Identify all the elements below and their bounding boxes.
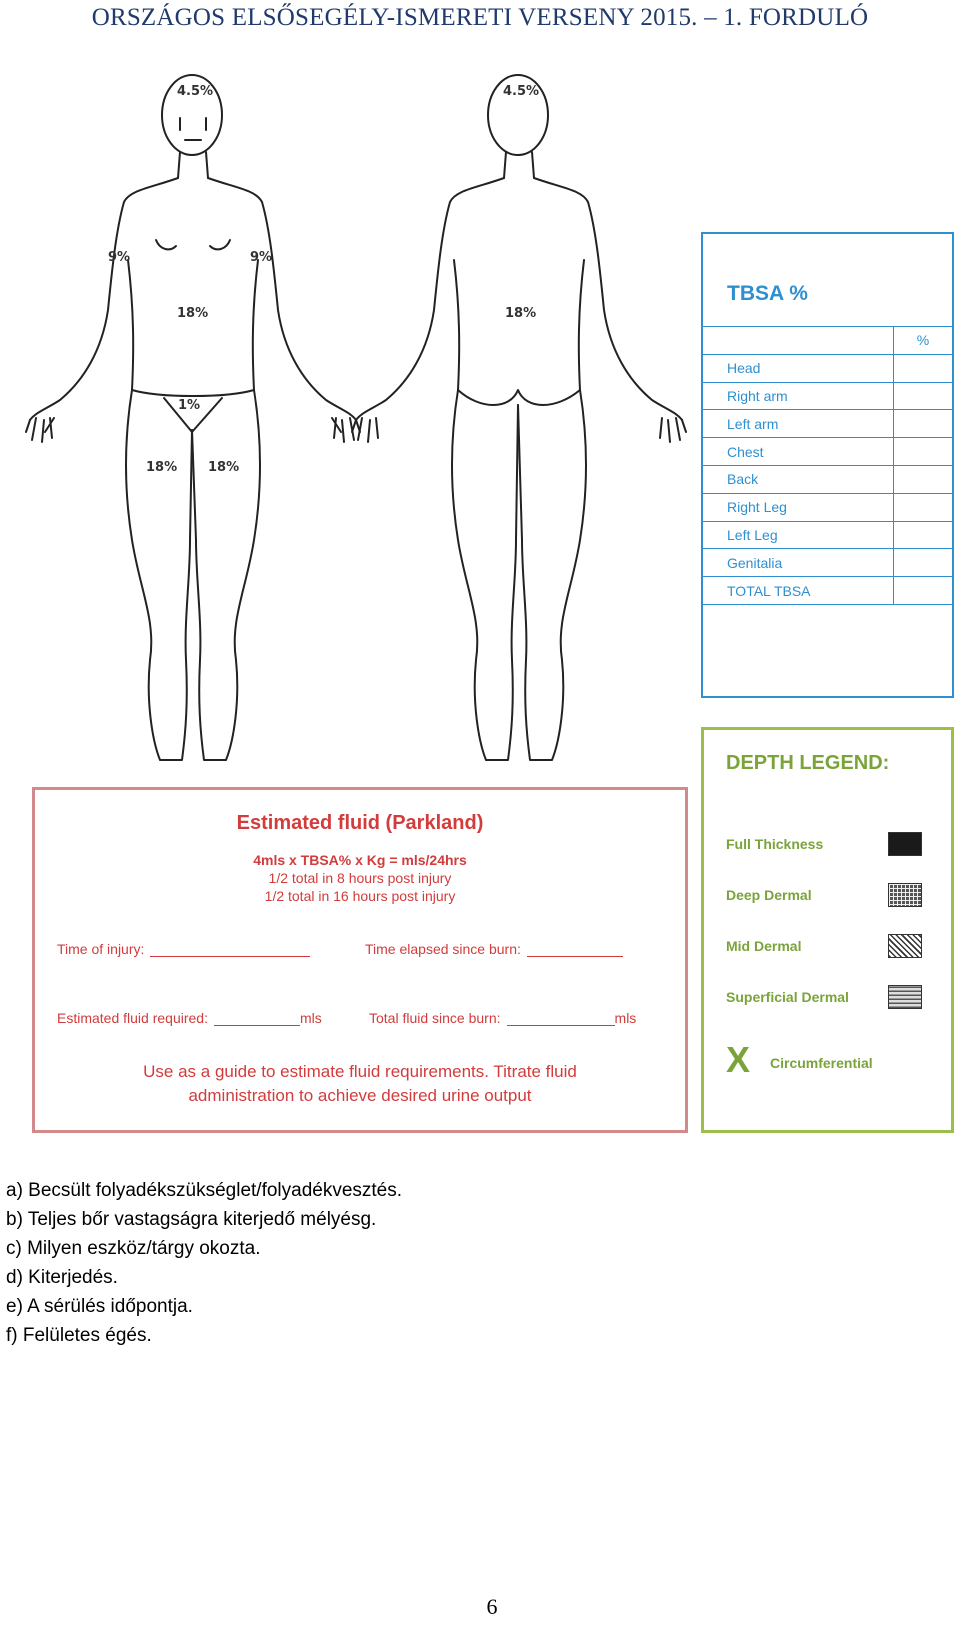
parkland-formula: 4mls x TBSA% x Kg = mls/24hrs: [253, 852, 467, 868]
page-number: 6: [486, 1594, 498, 1619]
tbsa-input-chest[interactable]: [894, 438, 953, 466]
tbsa-input-left-leg[interactable]: [894, 521, 953, 549]
front-figure: [26, 75, 360, 760]
answer-e: e) A sérülés időpontja.: [6, 1296, 193, 1317]
answer-list: [6, 1176, 402, 1350]
fluid-required-line[interactable]: [214, 1013, 300, 1026]
depth-legend-title: DEPTH LEGEND:: [726, 752, 890, 774]
fluid-required-unit: mls: [299, 1010, 322, 1026]
time-of-injury-field[interactable]: [57, 941, 310, 957]
parkland-guide-line1: Use as a guide to estimate fluid requirements. Titrate fluid: [143, 1062, 577, 1081]
back-torso-pct: 18%: [505, 306, 537, 321]
tbsa-row-total: TOTAL TBSA: [703, 577, 894, 605]
time-of-injury-line[interactable]: [150, 944, 310, 957]
fluid-since-field[interactable]: [369, 1010, 636, 1026]
parkland-title: Estimated fluid (Parkland): [236, 812, 484, 834]
superficial-dermal-swatch: [888, 985, 922, 1009]
tbsa-input-right-arm[interactable]: [894, 382, 953, 410]
tbsa-row-back: Back: [703, 465, 894, 493]
depth-legend-box: [701, 727, 954, 1133]
mid-dermal-swatch: [888, 934, 922, 958]
front-right-arm-pct: 9%: [108, 250, 131, 265]
time-elapsed-label: Time elapsed since burn:: [365, 941, 521, 957]
fluid-since-line[interactable]: [507, 1013, 615, 1026]
answer-d: d) Kiterjedés.: [6, 1267, 118, 1288]
tbsa-row-head: Head: [703, 354, 894, 382]
legend-mid-dermal: Mid Dermal: [726, 938, 802, 954]
parkland-box: [32, 787, 688, 1133]
tbsa-table-box: [701, 232, 954, 698]
tbsa-input-back[interactable]: [894, 465, 953, 493]
tbsa-input-genitalia[interactable]: [894, 549, 953, 577]
page-header: ORSZÁGOS ELSŐSEGÉLY-ISMERETI VERSENY 2015. – 1. FORDULÓ: [91, 4, 869, 31]
tbsa-row-chest: Chest: [703, 438, 894, 466]
circumferential-x-icon: X: [726, 1039, 751, 1080]
time-elapsed-line[interactable]: [527, 944, 623, 957]
tbsa-percent-header: %: [894, 327, 953, 355]
tbsa-input-total[interactable]: [894, 577, 953, 605]
back-figure: [352, 75, 686, 760]
tbsa-row-left-arm: Left arm: [703, 410, 894, 438]
front-left-leg-pct: 18%: [208, 460, 240, 475]
tbsa-title: TBSA %: [727, 282, 808, 305]
front-torso-pct: 18%: [177, 306, 209, 321]
deep-dermal-swatch: [888, 883, 922, 907]
front-head-pct: 4.5%: [177, 84, 214, 99]
answer-f: f) Felületes égés.: [6, 1325, 152, 1346]
answer-b: b) Teljes bőr vastagságra kiterjedő mélyésg.: [6, 1209, 377, 1230]
parkland-line2: 1/2 total in 16 hours post injury: [264, 888, 456, 904]
legend-superficial-dermal: Superficial Dermal: [726, 989, 849, 1005]
tbsa-input-left-arm[interactable]: [894, 410, 953, 438]
tbsa-row-right-leg: Right Leg: [703, 493, 894, 521]
body-outline-figures: [0, 60, 700, 780]
parkland-guide: [35, 1060, 685, 1108]
answer-c: c) Milyen eszköz/tárgy okozta.: [6, 1238, 261, 1259]
time-elapsed-field[interactable]: [365, 941, 623, 957]
back-head-pct: 4.5%: [503, 84, 540, 99]
fluid-since-label: Total fluid since burn:: [369, 1010, 501, 1026]
tbsa-input-right-leg[interactable]: [894, 493, 953, 521]
fluid-required-field[interactable]: [57, 1010, 322, 1026]
tbsa-row-left-leg: Left Leg: [703, 521, 894, 549]
tbsa-row-genitalia: Genitalia: [703, 549, 894, 577]
front-right-leg-pct: 18%: [146, 460, 178, 475]
tbsa-input-head[interactable]: [894, 354, 953, 382]
time-of-injury-label: Time of injury:: [57, 941, 145, 957]
legend-full-thickness: Full Thickness: [726, 836, 824, 852]
parkland-line1: 1/2 total in 8 hours post injury: [268, 870, 452, 886]
full-thickness-swatch: [888, 832, 922, 856]
fluid-required-label: Estimated fluid required:: [57, 1010, 208, 1026]
parkland-guide-line2: administration to achieve desired urine output: [188, 1086, 532, 1105]
answer-a: a) Becsült folyadékszükséglet/folyadékvesztés.: [6, 1180, 403, 1201]
front-left-arm-pct: 9%: [250, 250, 273, 265]
fluid-since-unit: mls: [614, 1010, 637, 1026]
legend-circumferential: Circumferential: [770, 1055, 873, 1071]
tbsa-table: [703, 326, 952, 605]
front-genitalia-pct: 1%: [178, 398, 201, 413]
legend-deep-dermal: Deep Dermal: [726, 887, 812, 903]
tbsa-row-right-arm: Right arm: [703, 382, 894, 410]
body-diagram: [0, 60, 700, 780]
